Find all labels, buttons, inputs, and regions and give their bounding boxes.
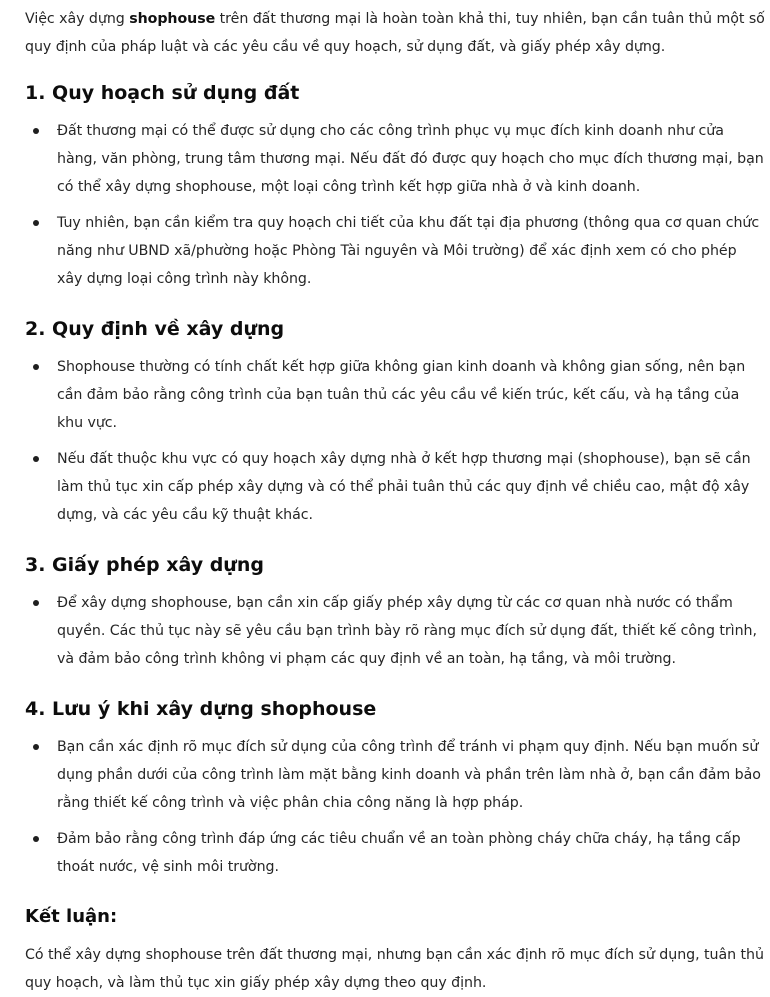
section-1-bullet-2: Tuy nhiên, bạn cần kiểm tra quy hoạch chi tiết của khu đất tại địa phương (thông qua cơ quan chức năng như UBND xã/phường hoặc Phòng Tài nguyên và Môi trường) để xác định xem có cho phép xây dựng loại công trình này không. (57, 215, 760, 287)
section-2-bullet-1: Shophouse thường có tính chất kết hợp giữa không gian kinh doanh và không gian sống, nên bạn cần đảm bảo rằng công trình của bạn tuân thủ các yêu cầu về kiến trúc, kết cấu, và hạ tầng của khu vực. (57, 359, 746, 431)
section-1-heading: 1. Quy hoạch sử dụng đất (25, 82, 300, 104)
intro-suffix: trên đất thương mại là hoàn toàn khả thi, tuy nhiên, bạn cần tuân thủ một số quy định của pháp luật và các yêu cầu về quy hoạch, sử dụng đất, và giấy phép xây dựng. (25, 11, 765, 55)
bullet-dot (33, 836, 39, 842)
bullet-dot (33, 456, 39, 462)
section-4-bullet-2: Đảm bảo rằng công trình đáp ứng các tiêu chuẩn về an toàn phòng cháy chữa cháy, hạ tầng cấp thoát nước, vệ sinh môi trường. (57, 831, 741, 875)
bullet-dot (33, 220, 39, 226)
section-1-bullet-1: Đất thương mại có thể được sử dụng cho các công trình phục vụ mục đích kinh doanh như cửa hàng, văn phòng, trung tâm thương mại. Nếu đất đó được quy hoạch cho mục đích thương mại, bạn có thể xây dựng shophouse, một loại công trình kết hợp giữa nhà ở và kinh doanh. (57, 123, 764, 195)
bullet-dot (33, 600, 39, 606)
bullet-dot (33, 744, 39, 750)
bullet-dot (33, 128, 39, 134)
section-3-heading: 3. Giấy phép xây dựng (25, 554, 264, 576)
section-2-bullet-2: Nếu đất thuộc khu vực có quy hoạch xây dựng nhà ở kết hợp thương mại (shophouse), bạn sẽ cần làm thủ tục xin cấp phép xây dựng và có thể phải tuân thủ các quy định về chiều cao, mật độ xây dựng, và các yêu cầu kỹ thuật khác. (57, 451, 751, 523)
section-3-bullet-1: Để xây dựng shophouse, bạn cần xin cấp giấy phép xây dựng từ các cơ quan nhà nước có thẩm quyền. Các thủ tục này sẽ yêu cầu bạn trình bày rõ ràng mục đích sử dụng đất, thiết kế công trình, và đảm bảo công trình không vi phạm các quy định về an toàn, hạ tầng, và môi trường. (57, 595, 757, 667)
conclusion-paragraph: Có thể xây dựng shophouse trên đất thương mại, nhưng bạn cần xác định rõ mục đích sử dụng, tuân thủ quy hoạch, và làm thủ tục xin giấy phép xây dựng theo quy định. (25, 947, 764, 991)
conclusion-heading: Kết luận: (25, 906, 118, 927)
intro-bold-term: shophouse (129, 11, 216, 27)
section-4-heading: 4. Lưu ý khi xây dựng shophouse (25, 698, 377, 720)
bullet-dot (33, 364, 39, 370)
section-2-heading: 2. Quy định về xây dựng (25, 318, 285, 340)
section-4-bullet-1: Bạn cần xác định rõ mục đích sử dụng của công trình để tránh vi phạm quy định. Nếu bạn muốn sử dụng phần dưới của công trình làm mặt bằng kinh doanh và phần trên làm nhà ở, bạn cần đảm bảo rằng thiết kế công trình và việc phân chia công năng là hợp pháp. (57, 739, 761, 811)
intro-prefix: Việc xây dựng (25, 11, 130, 27)
intro-paragraph (25, 5, 765, 61)
